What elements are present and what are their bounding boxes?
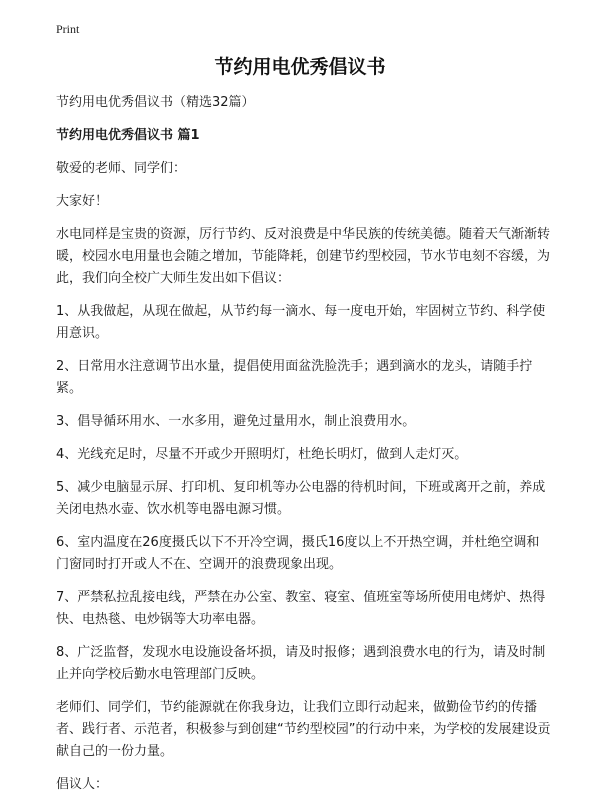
print-link[interactable]: Print [56, 22, 80, 36]
intro-paragraph: 水电同样是宝贵的资源，厉行节约、反对浪费是中华民族的传统美德。随着天气渐渐转暖，校园水电用量也会随之增加，节能降耗，创建节约型校园，节水节电刻不容缓，为此，我们向全校广大师生发出如下倡议： [56, 227, 551, 286]
page-title: 节约用电优秀倡议书 [214, 56, 386, 78]
proposal-item: 7、严禁私拉乱接电线，严禁在办公室、教室、寝室、值班室等场所使用电烤炉、热得快、电热毯、电炒锅等大功率电器。 [56, 590, 546, 627]
proposal-item: 8、广泛监督，发现水电设施设备坏损，请及时报修；遇到浪费水电的行为，请及时制止并向学校后勤水电管理部门反映。 [56, 645, 546, 682]
proposal-item: 1、从我做起，从现在做起，从节约每一滴水、每一度电开始，牢固树立节约、科学使用意识。 [56, 304, 546, 341]
collection-title: 节约用电优秀倡议书（精选32篇） [56, 95, 255, 110]
proposal-item: 2、日常用水注意调节出水量，提倡使用面盆洗脸洗手；遇到滴水的龙头，请随手拧紧。 [56, 359, 533, 396]
proposal-item: 3、倡导循环用水、一水多用，避免过量用水，制止浪费用水。 [56, 414, 416, 429]
section-heading: 节约用电优秀倡议书 篇1 [56, 128, 200, 143]
signature-line: 倡议人： [56, 777, 109, 792]
proposal-item: 6、室内温度在26度摄氏以下不开冷空调，摄氏16度以上不开热空调，并杜绝空调和门窗同时打开或人不在、空调开的浪费现象出现。 [56, 535, 540, 572]
salutation: 敬爱的老师、同学们： [56, 161, 187, 176]
proposal-item: 4、光线充足时，尽量不开或少开照明灯，杜绝长明灯，做到人走灯灭。 [56, 447, 468, 462]
closing-paragraph: 老师们、同学们，节约能源就在你我身边，让我们立即行动起来，做勤俭节约的传播者、践行者、示范者，积极参与到创建“节约型校园”的行动中来，为学校的发展建设贡献自己的一份力量。 [56, 700, 551, 759]
proposal-item: 5、减少电脑显示屏、打印机、复印机等办公电器的待机时间，下班或离开之前，养成关闭电热水壶、饮水机等电器电源习惯。 [56, 480, 546, 517]
greeting: 大家好！ [56, 194, 109, 209]
document-body [56, 92, 552, 807]
